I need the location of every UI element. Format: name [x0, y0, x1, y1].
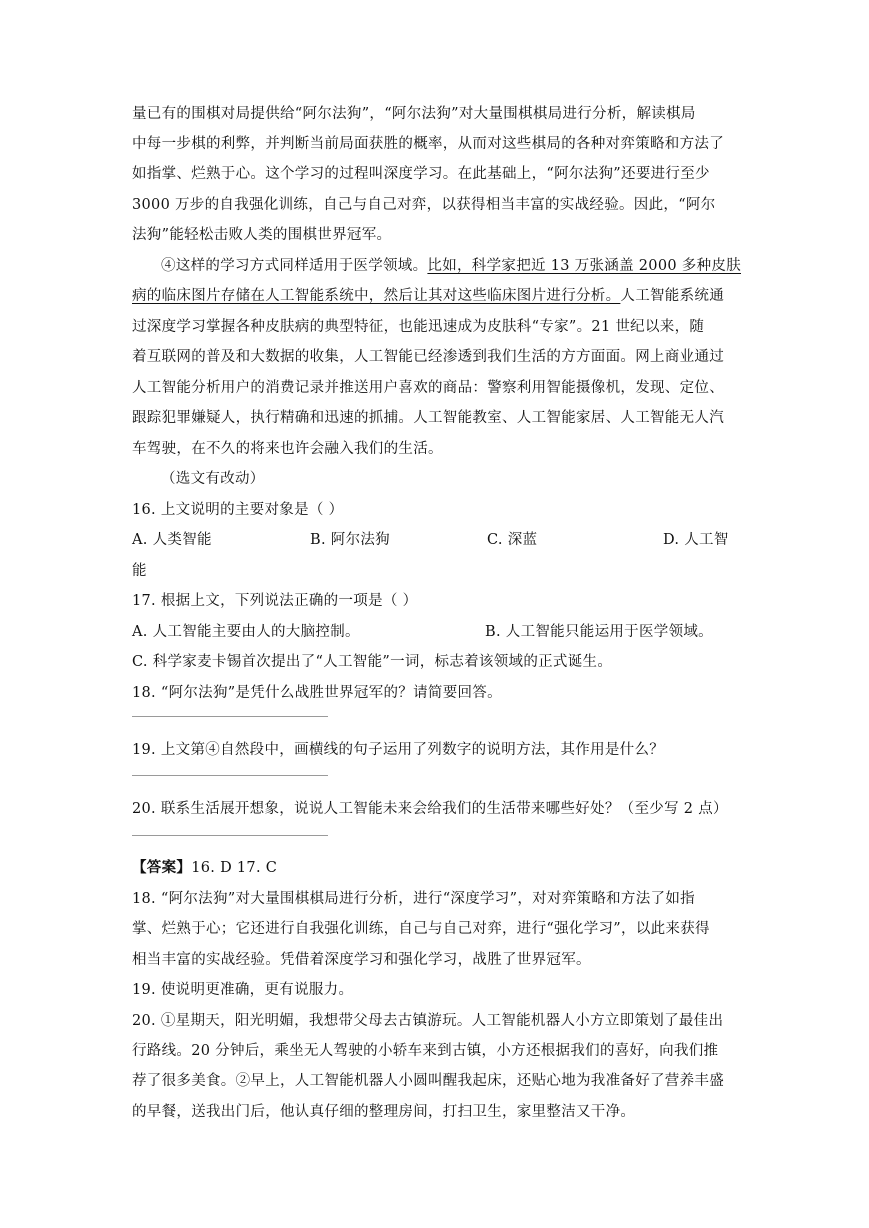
option-b: B. 人工智能只能运用于医学领域。	[485, 624, 713, 640]
question-19-stem: 19. 上文第④自然段中，画横线的句子运用了列数字的说明方法，其作用是什么？	[132, 742, 665, 758]
answer-20-line: 20. ①星期天，阳光明媚，我想带父母去古镇游玩。人工智能机器人小方立即策划了最佳出	[132, 1013, 724, 1029]
answer-20-line: 荐了很多美食。②早上，人工智能机器人小圆叫醒我起床，还贴心地为我准备好了营养丰盛	[132, 1073, 724, 1089]
passage-line	[132, 283, 738, 309]
answer-header	[132, 855, 738, 881]
passage-line: 跟踪犯罪嫌疑人，执行精确和迅速的抓捕。人工智能教室、人工智能家居、人工智能无人汽	[132, 410, 724, 426]
passage-line: 中每一步棋的利弊，并判断当前局面获胜的概率，从而对这些棋局的各种对弈策略和方法了	[132, 136, 724, 152]
passage-line: 3000 万步的自我强化训练，自己与自己对弈，以获得相当丰富的实战经验。因此，“阿尔	[132, 197, 716, 213]
answer-blank-line	[132, 775, 328, 776]
passage-line: 着互联网的普及和大数据的收集，人工智能已经渗透到我们生活的方方面面。网上商业通过	[132, 349, 724, 365]
option-b: B. 阿尔法狗	[310, 532, 390, 548]
passage-line: 如指掌、烂熟于心。这个学习的过程叫深度学习。在此基础上，“阿尔法狗”还要进行至少	[132, 166, 710, 182]
plain-text: 人工智能系统通	[620, 288, 725, 304]
option-d-wrap: 能	[132, 563, 147, 579]
passage-line: 车驾驶，在不久的将来也许会融入我们的生活。	[132, 441, 443, 457]
underlined-sentence: 比如，科学家把近 13 万张涵盖 2000 多种皮肤	[427, 258, 741, 274]
option-a: A. 人类智能	[132, 532, 212, 548]
answer-20-line: 的早餐，送我出门后，他认真仔细的整理房间，打扫卫生，家里整洁又干净。	[132, 1104, 636, 1120]
option-c: C. 深蓝	[487, 532, 538, 548]
answer-18-line: 掌、烂熟于心；它还进行自我强化训练，自己与自己对弈，进行“强化学习”，以此来获得	[132, 921, 710, 937]
source-note: （选文有改动）	[161, 471, 265, 487]
question-17-stem: 17. 根据上文，下列说法正确的一项是（ ）	[132, 593, 418, 609]
option-d: D. 人工智	[663, 532, 729, 548]
passage-line: 量已有的围棋对局提供给“阿尔法狗”，“阿尔法狗”对大量围棋棋局进行分析，解读棋局	[132, 106, 696, 122]
option-c: C. 科学家麦卡锡首次提出了“人工智能”一词，标志着该领域的正式诞生。	[132, 654, 613, 670]
passage-line	[161, 253, 739, 279]
answer-label: 【答案】	[132, 859, 192, 876]
answer-blank-line	[132, 835, 328, 836]
passage-line: 人工智能分析用户的消费记录并推送用户喜欢的商品：警察利用智能摄像机，发现、定位、	[132, 380, 724, 396]
answer-blank-line	[132, 716, 328, 717]
question-17-options	[132, 619, 738, 645]
answer-18-line: 相当丰富的实战经验。凭借着深度学习和强化学习，战胜了世界冠军。	[132, 952, 591, 968]
passage-line: 过深度学习掌握各种皮肤病的典型特征，也能迅速成为皮肤科“专家”。21 世纪以来，随	[132, 319, 705, 335]
question-16-options	[132, 527, 738, 553]
answer-18-line: 18. “阿尔法狗”对大量围棋棋局进行分析，进行“深度学习”，对对弈策略和方法了如指	[132, 891, 695, 907]
question-20-stem: 20. 联系生活展开想象，说说人工智能未来会给我们的生活带来哪些好处？（至少写 2 点）	[132, 801, 728, 817]
answer-19: 19. 使说明更准确，更有说服力。	[132, 982, 354, 998]
answer-16-17: 16. D 17. C	[191, 860, 278, 876]
question-16-stem: 16. 上文说明的主要对象是（ ）	[132, 502, 344, 518]
answer-20-line: 行路线。20 分钟后，乘坐无人驾驶的小轿车来到古镇，小方还根据我们的喜好，向我们推	[132, 1043, 719, 1059]
option-a: A. 人工智能主要由人的大脑控制。	[132, 624, 360, 640]
question-18-stem: 18. “阿尔法狗”是凭什么战胜世界冠军的？请简要回答。	[132, 685, 502, 701]
plain-text: ④这样的学习方式同样适用于医学领域。	[161, 258, 428, 274]
passage-line: 法狗”能轻松击败人类的围棋世界冠军。	[132, 227, 392, 243]
underlined-sentence: 病的临床图片存储在人工智能系统中，然后让其对这些临床图片进行分析。	[132, 288, 621, 304]
